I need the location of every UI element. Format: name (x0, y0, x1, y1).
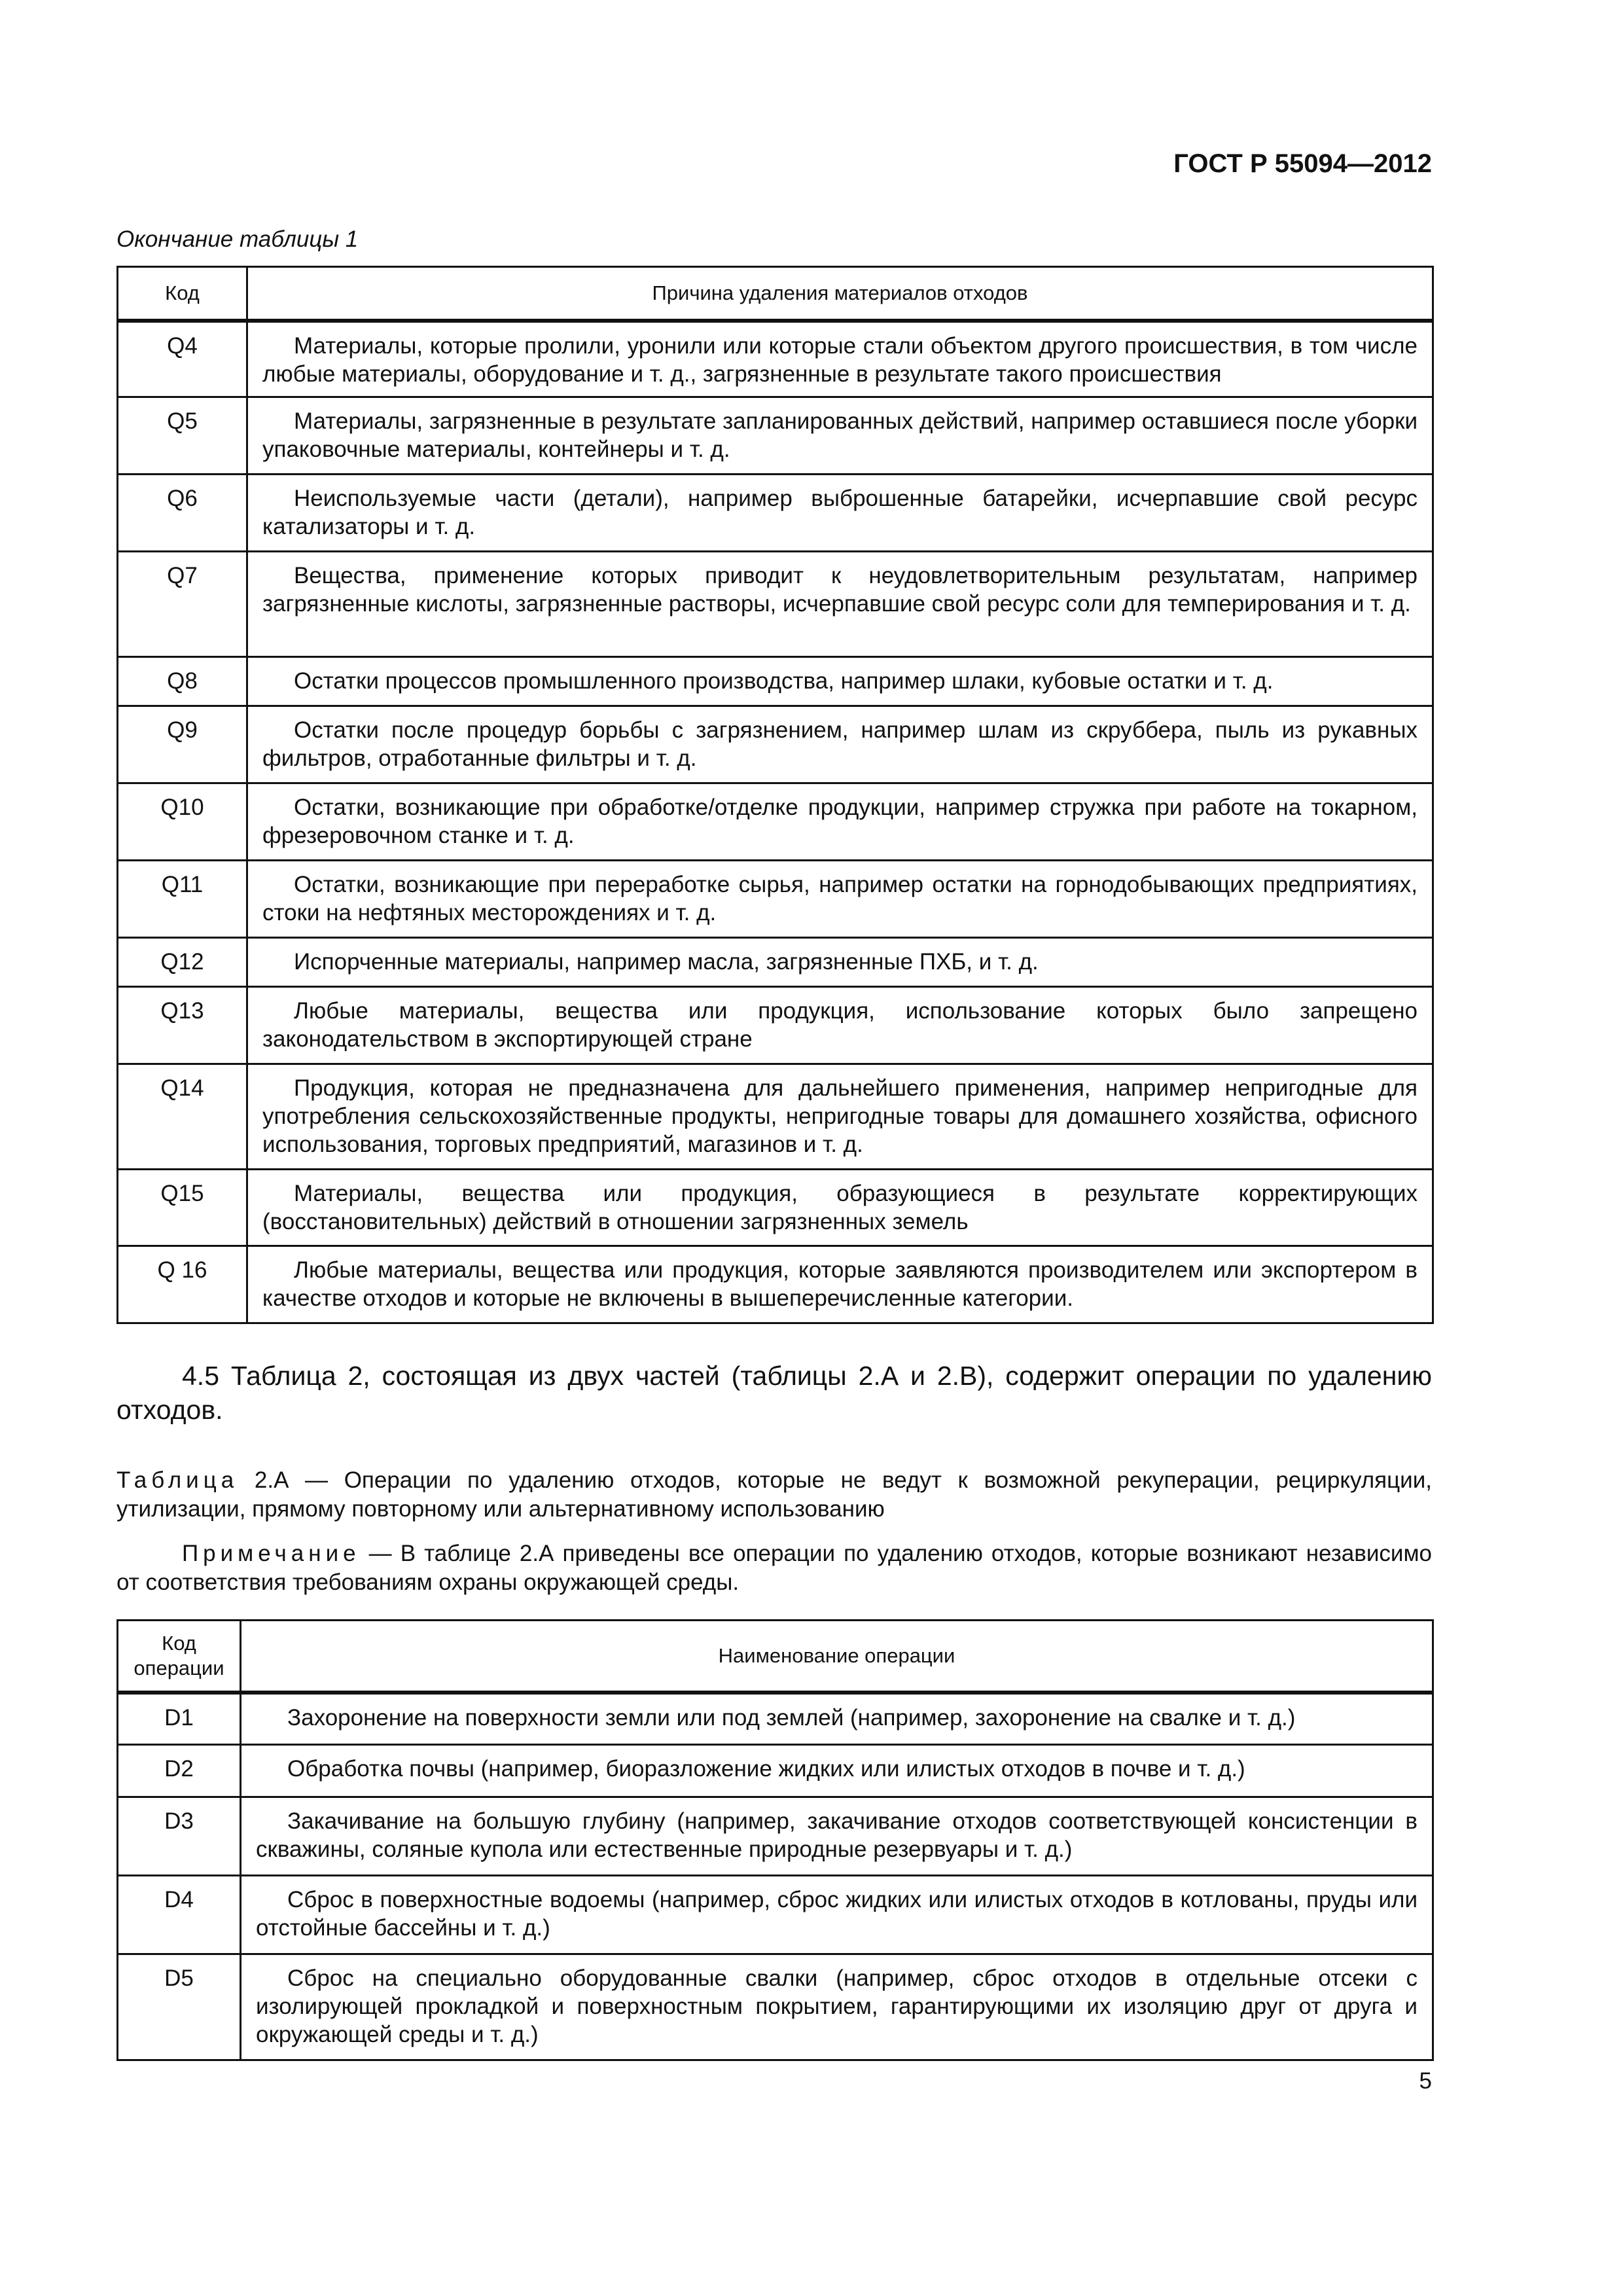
row-code: Q9 (118, 706, 247, 783)
table-row (118, 861, 1433, 938)
document-id: ГОСТ Р 55094—2012 (1173, 149, 1432, 178)
table-row (118, 475, 1433, 552)
row-code: Q4 (118, 321, 247, 397)
row-code: Q6 (118, 475, 247, 552)
table1-header-code: Код (118, 267, 247, 321)
table-row (118, 938, 1433, 987)
paragraph-4-5: 4.5 Таблица 2, состоящая из двух частей (таблицы 2.А и 2.В), содержит операции по удалению отходов. (116, 1361, 1432, 1425)
row-code: Q12 (118, 938, 247, 987)
row-code: Q10 (118, 783, 247, 861)
table-row (118, 1745, 1433, 1797)
table-row (118, 783, 1433, 861)
row-text: Остатки, возникающие при обработке/отделке продукции, например стружка при работе на токарном, фрезеровочном станке и т. д. (262, 795, 1418, 848)
table2-header-name: Наименование операции (241, 1621, 1433, 1693)
table-row (118, 1954, 1433, 2060)
row-code: D2 (118, 1745, 241, 1797)
table-row (118, 397, 1433, 475)
row-text: Сброс на специально оборудованные свалки (например, сброс отходов в отдельные отсеки с изолирующей прокладкой и поверхностным покрытием, гарантирующими их изоляцию друг от друга и окружающей среды и т. д.) (256, 1965, 1418, 2047)
table-row (118, 1876, 1433, 1954)
table-row (118, 1797, 1433, 1876)
row-text: Остатки, возникающие при переработке сырья, например остатки на горнодобывающих предприятиях, стоки на нефтяных месторождениях и т. д. (262, 872, 1418, 925)
row-text: Материалы, которые пролили, уронили или которые стали объектом другого происшествия, в том числе любые материалы, оборудование и т. д., загрязненные в результате такого происшествия (262, 332, 1418, 387)
row-code: D3 (118, 1797, 241, 1876)
table1 (116, 266, 1434, 1324)
row-text: Любые материалы, вещества или продукция, которые заявляются производителем или экспортером в качестве отходов и которые не включены в вышеперечисленные категории. (262, 1257, 1418, 1311)
row-text: Продукция, которая не предназначена для дальнейшего применения, например непригодные для употребления сельскохозяйственные продукты, непригодные товары для домашнего хозяйства, офисного использования, торговых предприятий, магазинов и т. д. (262, 1075, 1418, 1157)
row-code: Q8 (118, 657, 247, 706)
row-code: D5 (118, 1954, 241, 2060)
row-code: Q13 (118, 987, 247, 1064)
table-row (118, 321, 1433, 397)
row-code: Q7 (118, 552, 247, 657)
row-text: Материалы, загрязненные в результате запланированных действий, например оставшиеся после уборки упаковочные материалы, контейнеры и т. д. (262, 408, 1418, 462)
table2-header-code: Код операции (118, 1621, 241, 1693)
table-row (118, 1170, 1433, 1246)
table-row (118, 1246, 1433, 1323)
row-text: Любые материалы, вещества или продукция, использование которых было запрещено законодательством в экспортирующей стране (262, 998, 1418, 1052)
row-text: Сброс в поверхностные водоемы (например, сброс жидких или илистых отходов в котлованы, пруды или отстойные бассейны и т. д.) (256, 1887, 1418, 1941)
row-code: Q15 (118, 1170, 247, 1246)
row-text: Захоронение на поверхности земли или под землей (например, захоронение на свалке и т. д.) (287, 1704, 1296, 1731)
row-code: Q 16 (118, 1246, 247, 1323)
row-text: Закачивание на большую глубину (например, закачивание отходов соответствующей консистенции в скважины, соляные купола или естественные природные резервуары и т. д.) (256, 1808, 1418, 1862)
row-text: Остатки после процедур борьбы с загрязнением, например шлам из скруббера, пыль из рукавных фильтров, отработанные фильтры и т. д. (262, 717, 1418, 771)
table1-header-reason: Причина удаления материалов отходов (247, 267, 1433, 321)
row-text: Материалы, вещества или продукция, образующиеся в результате корректирующих (восстановительных) действий в отношении загрязненных земель (262, 1181, 1418, 1234)
row-text: Обработка почвы (например, биоразложение жидких или илистых отходов в почве и т. д.) (287, 1756, 1245, 1782)
table2 (116, 1619, 1434, 2061)
row-code: D1 (118, 1693, 241, 1745)
table-row (118, 1693, 1433, 1745)
table-row (118, 552, 1433, 657)
row-code: Q11 (118, 861, 247, 938)
table-row (118, 657, 1433, 706)
table2-caption-text: 2.А — Операции по удалению отходов, которые не ведут к возможной рекуперации, рециркуляции, утилизации, прямому повторному или альтернативному использованию (116, 1467, 1432, 1522)
note-text: — В таблице 2.А приведены все операции по удалению отходов, которые возникают независимо от соответствия требованиям охраны окружающей среды. (116, 1541, 1432, 1595)
table2-caption (116, 1466, 1432, 1524)
table2-header-row (118, 1621, 1433, 1693)
table1-header-row (118, 267, 1433, 321)
row-text: Вещества, применение которых приводит к неудовлетворительным результатам, например загрязненные кислоты, загрязненные растворы, исчерпавшие свой ресурс соли для темперирования и т. д. (262, 563, 1418, 617)
table-row (118, 1064, 1433, 1170)
page-number: 5 (1419, 2068, 1432, 2094)
table2-note (116, 1539, 1432, 1597)
table-row (118, 706, 1433, 783)
table2-caption-label: Таблица (116, 1467, 239, 1493)
row-text: Испорченные материалы, например масла, загрязненные ПХБ, и т. д. (294, 949, 1039, 975)
note-label: Примечание (182, 1541, 361, 1566)
row-text: Неиспользуемые части (детали), например выброшенные батарейки, исчерпавшие свой ресурс катализаторы и т. д. (262, 486, 1418, 539)
row-text: Остатки процессов промышленного производства, например шлаки, кубовые остатки и т. д. (294, 668, 1274, 694)
table1-caption: Окончание таблицы 1 (116, 226, 359, 252)
row-code: D4 (118, 1876, 241, 1954)
table-row (118, 987, 1433, 1064)
row-code: Q14 (118, 1064, 247, 1170)
row-code: Q5 (118, 397, 247, 475)
